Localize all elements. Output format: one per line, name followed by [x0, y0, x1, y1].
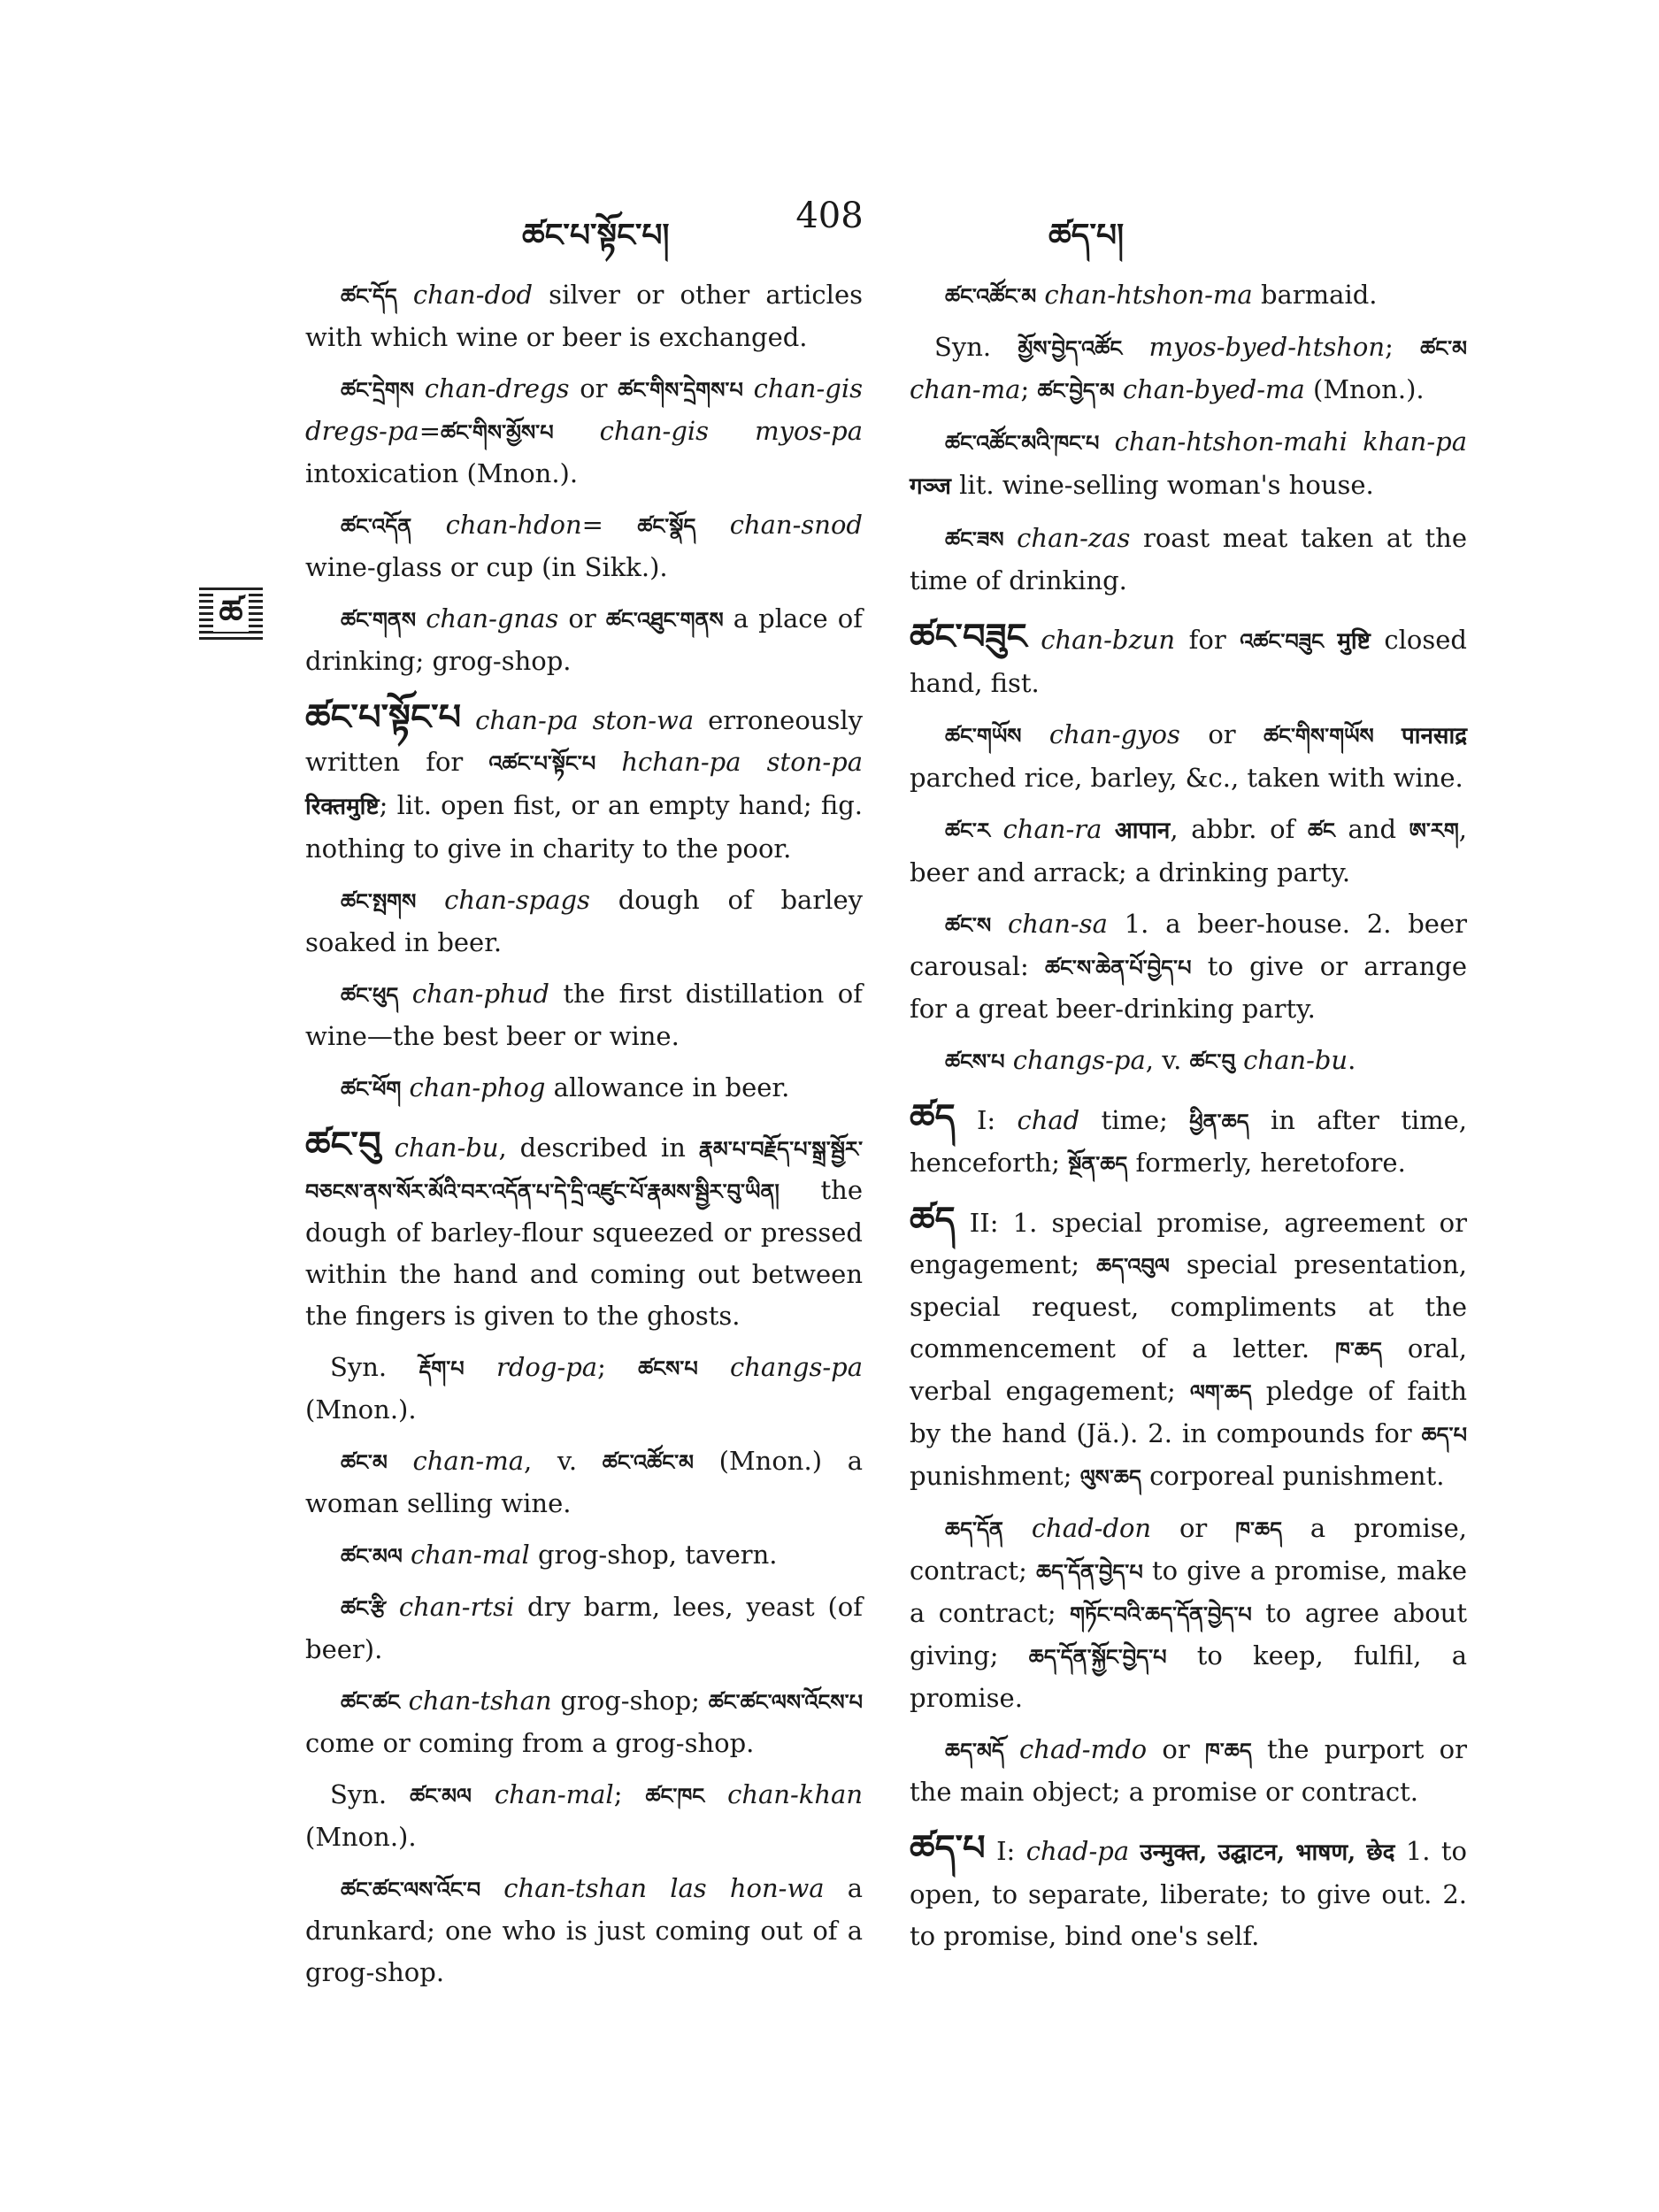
- right-column: [910, 274, 1467, 1967]
- definition-text: ;: [1020, 374, 1038, 404]
- left-column: [305, 274, 863, 2003]
- dictionary-entry: [305, 1067, 863, 1110]
- definition-text: (Mnon.).: [1304, 374, 1425, 404]
- dictionary-entry: [910, 616, 1467, 704]
- tibetan-word: ཚང་ཚང: [341, 1689, 400, 1715]
- transliteration: chan-bu: [380, 1133, 499, 1163]
- tibetan-word: ཚང་འཐུང་གནས: [605, 607, 724, 633]
- headword-tibetan: ཚད་པ: [910, 1827, 986, 1869]
- tibetan-word: སྔོན་ཆད: [1068, 1151, 1128, 1177]
- definition-text: .: [1348, 1045, 1356, 1075]
- definition-text: to give or arrange for a great beer-drinking party.: [910, 951, 1467, 1024]
- dictionary-entry: [305, 973, 863, 1057]
- definition-text: to give a promise, make a contract;: [910, 1555, 1467, 1628]
- tibetan-word: ཚང་འཚོང་མའི་ཁང་པ: [945, 430, 1100, 456]
- transliteration: chan-dod: [396, 280, 534, 310]
- transliteration: rdog-pa: [464, 1352, 598, 1382]
- tibetan-word: འཚང་པ་སྟོང་པ: [488, 750, 596, 776]
- tibetan-word: ཆད་མདོ: [945, 1738, 1004, 1763]
- tibetan-word: ལག་ཆད: [1189, 1379, 1252, 1405]
- definition-text: , beer and arrack; a drinking party.: [910, 814, 1468, 887]
- tibetan-word: རྡོག་པ: [419, 1356, 465, 1381]
- definition-text: , described in: [498, 1133, 699, 1163]
- definition-text: time;: [1079, 1105, 1190, 1135]
- definition-text: parched rice, barley, &c., taken with wine.: [910, 763, 1463, 793]
- dictionary-entry: [910, 326, 1467, 411]
- definition-text: for: [1175, 625, 1240, 655]
- transliteration: chan-ma: [910, 374, 1021, 404]
- tibetan-word: ཚངས་པ: [638, 1356, 698, 1381]
- dictionary-entry: [305, 1124, 863, 1337]
- definition-text: and: [1334, 814, 1409, 844]
- thumb-index-tab: [199, 584, 263, 641]
- headword-tibetan: ཚད: [910, 1096, 956, 1138]
- transliteration: chan-mal: [471, 1779, 614, 1809]
- definition-text: or: [1179, 719, 1264, 749]
- tibetan-word: ཚང་རྩི: [341, 1595, 387, 1621]
- tibetan-word: མྱོས་བྱེད་འཚོང: [1018, 335, 1123, 361]
- dictionary-entry: [305, 1534, 863, 1577]
- tibetan-word: གཏོང་བའི་ཆད་དོན་བྱེད་པ: [1070, 1601, 1252, 1627]
- tibetan-word: ཚང་འདོན: [341, 513, 412, 539]
- definition-text: pledge of faith by the hand (Jä.). 2. in compounds for: [910, 1376, 1467, 1448]
- page-number: 408: [795, 196, 864, 236]
- transliteration: chan-gnas: [416, 603, 559, 634]
- headword-tibetan: ཚད: [910, 1199, 956, 1240]
- definition-text: dry barm, lees, yeast (of beer).: [305, 1592, 864, 1664]
- transliteration: chad-don: [1002, 1513, 1152, 1543]
- definition-text: (Mnon.).: [305, 1822, 417, 1852]
- transliteration: chan-gyos: [1021, 719, 1180, 749]
- tibetan-word: ཚང་འཚོང་མ: [945, 283, 1037, 309]
- definition-text: I:: [985, 1836, 1026, 1866]
- tibetan-word: ཚང་གིས་གཡོས: [1263, 723, 1374, 749]
- dictionary-entry: [910, 1199, 1467, 1498]
- tibetan-word: ཚང: [1307, 818, 1335, 843]
- definition-text: dough of barley soaked in beer.: [305, 885, 864, 957]
- definition-text: wine-glass or cup (in Sikk.).: [305, 552, 668, 582]
- definition-text: closed hand, fist.: [910, 625, 1467, 698]
- dictionary-entry: [305, 1586, 863, 1671]
- definition-text: Syn.: [330, 1779, 411, 1809]
- transliteration: hchan-pa ston-pa: [595, 747, 863, 777]
- definition-text: intoxication (Mnon.).: [305, 458, 579, 488]
- transliteration: chan-htshon-mahi khan-pa: [1099, 426, 1467, 457]
- dictionary-entry: [910, 1096, 1467, 1185]
- definition-text: grog-shop;: [551, 1686, 709, 1716]
- tibetan-word: ཆད་དོན་སྐྱོང་བྱེད་པ: [1028, 1644, 1167, 1670]
- running-head-right: ཚད་པ།: [1048, 217, 1125, 254]
- definition-text: I:: [955, 1105, 1018, 1135]
- headword-tibetan: ཚང་པ་སྟོང་པ: [305, 696, 462, 738]
- tibetan-word: རྣམ་པ་བརྗོད་པ་སྒྲ་སྦྱོར་བཅངས་ནས་སོར་མོའི་བར་འདོན་པ་དེ་དྲི་འཛུང་པོ་རྣམས་སྦྱིར་བུ་ཡིན།: [305, 1136, 863, 1204]
- definition-text: in after time, henceforth;: [910, 1105, 1467, 1178]
- definition-text: a promise, contract;: [910, 1513, 1467, 1586]
- thumb-index-letter: ཚ: [213, 593, 248, 632]
- transliteration: chan-htshon-ma: [1036, 280, 1253, 310]
- transliteration: chad-mdo: [1003, 1734, 1148, 1764]
- tibetan-word: ཚང་ས: [945, 912, 992, 938]
- transliteration: chan-spags: [416, 885, 590, 915]
- definition-text: Syn.: [330, 1352, 419, 1382]
- dictionary-entry: [910, 1508, 1467, 1719]
- definition-text: or: [1147, 1734, 1205, 1764]
- transliteration: chan-tshan las hon-wa: [480, 1873, 825, 1903]
- transliteration: chan-ma: [387, 1446, 524, 1476]
- tibetan-word: ཚང་ཚང་ལས་འོངས་པ: [708, 1689, 863, 1715]
- tibetan-word: ཚང་འཚོང་མ: [602, 1449, 694, 1475]
- transliteration: chan-tshan: [399, 1686, 552, 1716]
- tibetan-word: ལུས་ཆད: [1079, 1464, 1141, 1490]
- transliteration: chan-bzun: [1026, 625, 1176, 655]
- transliteration: chan-snod: [695, 510, 863, 540]
- definition-text: ;: [1385, 332, 1421, 362]
- definition-text: the dough of barley-flour squeezed or pressed within the hand and coming out between the fingers is given to the ghosts.: [305, 1175, 863, 1331]
- tibetan-word: ཚངས་པ: [945, 1048, 1005, 1074]
- definition-text: roast meat taken at the time of drinking.: [910, 523, 1467, 595]
- tibetan-word: ཚང་གིས་མྱོས་པ: [441, 419, 554, 445]
- dictionary-entry: [910, 518, 1467, 602]
- tibetan-word: ཚང་སྣོད: [637, 513, 696, 539]
- definition-text: to agree about giving;: [910, 1598, 1467, 1671]
- tibetan-word: ཚང་བུ: [1189, 1048, 1235, 1074]
- tibetan-word: ཚང་དྲེགས: [341, 377, 414, 403]
- definition-text: or: [558, 603, 606, 634]
- definition-text: or: [1151, 1513, 1236, 1543]
- tibetan-word: ཚང་མ: [341, 1449, 388, 1475]
- dictionary-entry: [910, 421, 1467, 508]
- transliteration: chan-bu: [1234, 1045, 1348, 1075]
- definition-text: a place of drinking; grog-shop.: [305, 603, 863, 676]
- tibetan-word: ཚང་ཕུད: [341, 982, 399, 1008]
- definition-text: formerly, heretofore.: [1127, 1148, 1406, 1178]
- definition-text: barmaid.: [1252, 280, 1378, 310]
- definition-text: ; lit. open fist, or an empty hand; fig. nothing to give in charity to the poor.: [305, 790, 863, 864]
- page-header: [0, 196, 1659, 254]
- transliteration: chan-ra: [989, 814, 1102, 844]
- tibetan-word: ཚང་གཡོས: [945, 723, 1022, 749]
- dictionary-entry: [910, 1040, 1467, 1082]
- transliteration: chan-phud: [398, 979, 549, 1009]
- tibetan-word: ཁ་ཆད: [1204, 1738, 1252, 1763]
- tibetan-word: ཚང་གནས: [341, 607, 417, 633]
- dictionary-entry: [305, 274, 863, 358]
- transliteration: changs-pa: [697, 1352, 863, 1382]
- transliteration: chan-pa ston-wa: [461, 705, 695, 735]
- definition-text: , v.: [524, 1446, 603, 1476]
- definition-text: =: [581, 510, 638, 540]
- definition-text: ;: [597, 1352, 639, 1382]
- definition-text: a drunkard; one who is just coming out of a grog-shop.: [305, 1873, 863, 1987]
- dictionary-entry: [305, 1440, 863, 1525]
- definition-text: , v.: [1145, 1045, 1190, 1075]
- definition-text: the first distillation of wine—the best beer or wine.: [305, 979, 863, 1051]
- tibetan-word: ཆད་དོན: [945, 1517, 1003, 1542]
- definition-text: Syn.: [934, 332, 1018, 362]
- definition-text: silver or other articles with which wine or beer is exchanged.: [305, 280, 863, 352]
- tibetan-word: ཚང་སྤགས: [341, 888, 417, 914]
- tibetan-word: ཚང་གིས་དྲེགས་པ: [618, 377, 743, 403]
- dictionary-entry: [305, 368, 863, 495]
- definition-text: (Mnon.).: [305, 1394, 417, 1425]
- definition-text: II: 1. special promise, agreement or engagement;: [910, 1208, 1467, 1279]
- transliteration: chan-mal: [402, 1540, 530, 1570]
- tibetan-word: ཚང་དོད: [341, 283, 397, 309]
- definition-text: special presentation, special request, compliments at the commencement of a letter.: [910, 1249, 1467, 1363]
- tibetan-word: ཚང་ར: [945, 818, 990, 843]
- sanskrit-word: पानसाद्र: [1373, 723, 1467, 749]
- tibetan-word: ཚང་ཚང་ལས་འོང་བ: [341, 1877, 481, 1902]
- transliteration: chad-pa: [1025, 1836, 1130, 1866]
- transliteration: myos-byed-htshon: [1122, 332, 1386, 362]
- dictionary-entry: [910, 809, 1467, 894]
- dictionary-entry: [305, 696, 863, 870]
- headword-tibetan: ཚང་བཟུང: [910, 616, 1027, 657]
- tibetan-word: ཚང་ཁང: [645, 1783, 705, 1809]
- definition-text: the purport or the main object; a promise or contract.: [910, 1734, 1467, 1807]
- dictionary-entry: [910, 714, 1467, 799]
- definition-text: 1. a beer-house. 2. beer carousal:: [910, 909, 1467, 981]
- tibetan-word: ཆད་དོན་བྱེད་པ: [1036, 1559, 1143, 1585]
- dictionary-entry: [910, 1827, 1467, 1957]
- definition-text: lit. wine-selling woman's house.: [950, 470, 1374, 500]
- tibetan-word: ཁ་ཆད: [1235, 1517, 1283, 1542]
- dictionary-entry: [910, 274, 1467, 317]
- transliteration: changs-pa: [1004, 1045, 1146, 1075]
- definition-text: to keep, fulfil, a promise.: [910, 1640, 1467, 1713]
- tibetan-word: ཆད་འབུལ: [1096, 1253, 1170, 1279]
- transliteration: chan-gis myos-pa: [553, 416, 863, 446]
- tibetan-word: ཚང་མལ: [341, 1543, 403, 1569]
- tibetan-word: ཚང་ཟས: [945, 526, 1004, 552]
- headword-tibetan: ཚང་བུ: [305, 1124, 381, 1165]
- tibetan-word: ཚང་མལ: [410, 1783, 472, 1809]
- tibetan-word: ཆད་པ: [1421, 1422, 1467, 1448]
- definition-text: come or coming from a grog-shop.: [305, 1728, 755, 1758]
- tibetan-word: ཚང་ས་ཆེན་པོ་བྱེད་པ: [1045, 955, 1192, 980]
- dictionary-entry: [910, 903, 1467, 1030]
- tibetan-word: ཚང་མ: [1420, 335, 1467, 361]
- dictionary-entry: [305, 1680, 863, 1764]
- dictionary-entry: [305, 1347, 863, 1431]
- tibetan-word: ཚང་བྱེད་མ: [1037, 378, 1115, 403]
- definition-text: , abbr. of: [1170, 814, 1308, 844]
- tibetan-word: ཨ་རག: [1409, 818, 1459, 843]
- dictionary-entry: [305, 879, 863, 964]
- definition-text: (Mnon.) a woman selling wine.: [305, 1446, 863, 1518]
- transliteration: chan-zas: [1003, 523, 1131, 553]
- sanskrit-word: रिक्तमुष्टि: [305, 794, 380, 820]
- definition-text: erroneously written for: [305, 705, 863, 777]
- definition-text: corporeal punishment.: [1141, 1461, 1445, 1491]
- transliteration: chan-khan: [704, 1779, 863, 1809]
- definition-text: punishment;: [910, 1461, 1080, 1491]
- dictionary-entry: [305, 1868, 863, 1993]
- tibetan-word: འཚང་བཟུང: [1240, 628, 1324, 654]
- definition-text: =: [419, 416, 441, 446]
- tibetan-word: ཕྱིན་ཆད: [1189, 1109, 1249, 1134]
- dictionary-entry: [305, 1774, 863, 1858]
- transliteration: chan-dregs: [413, 373, 570, 403]
- sanskrit-word: उन्मुक्त, उद्घाटन, भाषण, छेद: [1129, 1839, 1395, 1866]
- transliteration: chan-byed-ma: [1114, 374, 1305, 404]
- sanskrit-word: आपान: [1102, 818, 1171, 844]
- transliteration: chan-phog: [401, 1072, 546, 1102]
- definition-text: ;: [613, 1779, 646, 1809]
- definition-text: 1. to open, to separate, liberate; to give out. 2. to promise, bind one's self.: [910, 1836, 1468, 1951]
- dictionary-entry: [910, 1729, 1467, 1813]
- dictionary-entry: [305, 598, 863, 682]
- transliteration: chan-rtsi: [386, 1592, 515, 1622]
- tibetan-word: ཁ་ཆད: [1335, 1337, 1382, 1363]
- transliteration: chan-sa: [991, 909, 1108, 939]
- dictionary-entry: [305, 504, 863, 588]
- definition-text: or: [569, 373, 618, 403]
- tibetan-word: ཚང་ཕོག: [341, 1076, 402, 1102]
- sanskrit-word: गञ्ज: [910, 473, 951, 500]
- transliteration: chan-gis dregs-pa: [305, 373, 863, 446]
- transliteration: chan-hdon: [411, 510, 582, 540]
- running-head-left: ཚང་པ་སྟོང་པ།: [522, 217, 670, 254]
- transliteration: chad: [1017, 1105, 1080, 1135]
- sanskrit-word: मुष्टि: [1323, 628, 1371, 655]
- definition-text: oral, verbal engagement;: [910, 1333, 1467, 1406]
- definition-text: allowance in beer.: [545, 1072, 790, 1102]
- definition-text: grog-shop, tavern.: [529, 1540, 778, 1570]
